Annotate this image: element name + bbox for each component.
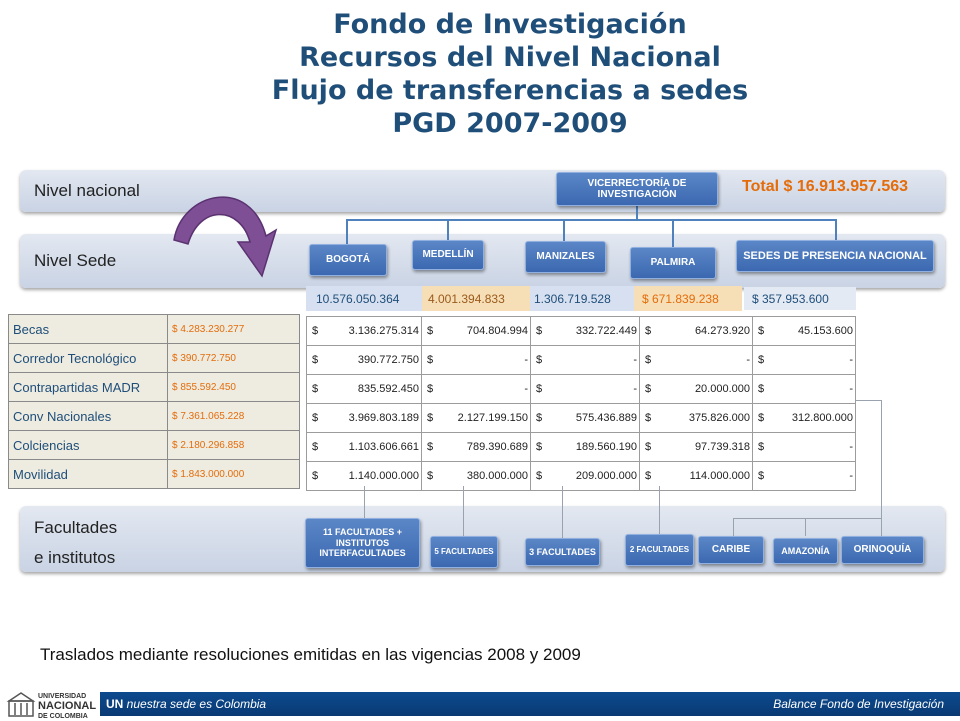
cell-value: 1.140.000.000: [348, 470, 419, 482]
table-cell: [531, 404, 640, 433]
currency-sign: $: [427, 470, 434, 482]
currency-sign: $: [312, 325, 319, 337]
cell-value: 97.739.318: [694, 441, 750, 453]
footer-slogan: [106, 697, 266, 711]
cell-value: 575.436.889: [575, 412, 637, 424]
currency-sign: $: [758, 354, 765, 366]
footer-slogan-un: UN: [106, 697, 124, 711]
currency-sign: $: [536, 383, 543, 395]
currency-sign: $: [312, 383, 319, 395]
table-cell: [531, 375, 640, 404]
footer-slogan-text: nuestra sede es Colombia: [123, 697, 267, 711]
connector-manizales: [563, 219, 565, 243]
distribution-table: [306, 316, 856, 491]
currency-sign: $: [536, 325, 543, 337]
currency-sign: $: [758, 412, 765, 424]
sede-total-medellin: 4.001.394.833: [422, 286, 530, 311]
cell-value: -: [849, 383, 853, 395]
connector-palmira: [672, 219, 674, 247]
table-row: [9, 431, 300, 460]
currency-sign: $: [312, 412, 319, 424]
table-row: [9, 315, 300, 344]
table-row: [307, 375, 856, 404]
currency-sign: $: [536, 354, 543, 366]
cell-value: 114.000.000: [689, 470, 750, 482]
cell-value: 3.136.275.314: [348, 325, 419, 337]
concept-name: Contrapartidas MADR: [9, 373, 168, 402]
faculty-palmira-box: 2 FACULTADES: [625, 534, 694, 566]
table-cell: [422, 375, 531, 404]
cell-value: -: [746, 354, 750, 366]
footer: [0, 690, 960, 720]
title-line-4: PGD 2007-2009: [392, 108, 628, 139]
concept-name: Colciencias: [9, 431, 168, 460]
connector-horizontal: [346, 219, 836, 221]
table-cell: [753, 375, 856, 404]
currency-sign: $: [758, 325, 765, 337]
connector-fac-amazonia-v: [805, 518, 806, 536]
connector-medellin: [447, 219, 449, 241]
table-cell: [753, 433, 856, 462]
table-row: [9, 460, 300, 489]
sede-total-palmira: $ 671.839.238: [634, 286, 742, 311]
table-cell: [640, 462, 753, 491]
table-cell: [307, 346, 422, 375]
concept-amount: $ 7.361.065.228: [168, 402, 300, 431]
concept-amount: $ 4.283.230.277: [168, 315, 300, 344]
table-row: [307, 404, 856, 433]
footer-right-text: Balance Fondo de Investigación: [773, 697, 944, 711]
cell-value: 704.804.994: [466, 325, 528, 337]
currency-sign: $: [536, 441, 543, 453]
concept-amount: $ 1.843.000.000: [168, 460, 300, 489]
sede-total-presencia: $ 357.953.600: [744, 287, 856, 310]
table-cell: [640, 375, 753, 404]
sede-medellin-box: MEDELLÍN: [412, 240, 484, 270]
cell-value: 375.826.000: [688, 412, 750, 424]
logo-line-1: UNIVERSIDAD: [38, 693, 87, 700]
label-facultades-line1: Facultades: [34, 518, 118, 537]
table-cell: [531, 317, 640, 346]
label-nivel-sede: Nivel Sede: [34, 251, 117, 270]
title-line-3: Flujo de transferencias a sedes: [271, 75, 749, 106]
total-amount: Total $ 16.913.957.563: [742, 178, 909, 195]
currency-sign: $: [758, 470, 765, 482]
table-cell: [422, 404, 531, 433]
cell-value: -: [524, 383, 528, 395]
faculty-orinoquia-box: ORINOQUÍA: [841, 536, 924, 564]
concepts-table: [8, 314, 300, 489]
connector-fac-medellin: [463, 486, 464, 536]
cell-value: 380.000.000: [466, 470, 528, 482]
table-row: [307, 433, 856, 462]
currency-sign: $: [758, 441, 765, 453]
cell-value: 64.273.920: [694, 325, 750, 337]
footnote-text: Traslados mediante resoluciones emitidas en las vigencias 2008 y 2009: [40, 645, 581, 664]
table-cell: [307, 375, 422, 404]
cell-value: 45.153.600: [797, 325, 853, 337]
currency-sign: $: [312, 441, 319, 453]
connector-fac-bogota: [364, 486, 365, 518]
currency-sign: $: [427, 441, 434, 453]
table-cell: [307, 404, 422, 433]
sede-total-bogota: 10.576.050.364: [306, 286, 422, 311]
university-logo: [4, 690, 100, 720]
faculty-amazonia-box: AMAZONÍA: [773, 538, 838, 564]
table-cell: [753, 462, 856, 491]
cell-value: 3.969.803.189: [348, 412, 419, 424]
vicerrectoria-box: VICERRECTORÍA DE INVESTIGACIÓN: [556, 172, 718, 206]
connector-bogota: [346, 219, 348, 245]
table-row: [307, 317, 856, 346]
table-cell: [640, 404, 753, 433]
table-row: [307, 346, 856, 375]
cell-value: 2.127.199.150: [457, 412, 528, 424]
faculty-manizales-box: 3 FACULTADES: [525, 538, 600, 566]
connector-fac-caribe-v: [733, 518, 734, 536]
table-cell: [307, 433, 422, 462]
cell-value: 789.390.689: [466, 441, 528, 453]
footer-bar: [100, 692, 960, 716]
concept-name: Corredor Tecnológico: [9, 344, 168, 373]
curved-arrow-icon: [160, 180, 300, 290]
label-nivel-nacional: Nivel nacional: [34, 181, 140, 200]
table-cell: [307, 317, 422, 346]
faculty-medellin-box: 5 FACULTADES: [430, 536, 498, 568]
university-crest-icon: [6, 691, 36, 719]
table-row: [9, 373, 300, 402]
connector-fac-presencia-v: [881, 400, 882, 538]
currency-sign: $: [427, 412, 434, 424]
table-cell: [422, 462, 531, 491]
slide-title: [0, 8, 960, 140]
currency-sign: $: [645, 383, 652, 395]
logo-line-3: DE COLOMBIA: [38, 713, 88, 720]
currency-sign: $: [536, 470, 543, 482]
currency-sign: $: [645, 325, 652, 337]
logo-text: [38, 692, 96, 721]
cell-value: 209.000.000: [575, 470, 637, 482]
logo-line-2: NACIONAL: [38, 700, 97, 712]
currency-sign: $: [427, 383, 434, 395]
concept-name: Movilidad: [9, 460, 168, 489]
table-cell: [422, 317, 531, 346]
concept-amount: $ 390.772.750: [168, 344, 300, 373]
table-cell: [640, 433, 753, 462]
table-cell: [640, 346, 753, 375]
cell-value: 312.800.000: [791, 412, 853, 424]
label-facultades: [34, 513, 117, 573]
currency-sign: $: [645, 354, 652, 366]
title-line-2: Recursos del Nivel Nacional: [299, 42, 721, 73]
currency-sign: $: [758, 383, 765, 395]
table-row: [9, 402, 300, 431]
connector-presencia: [835, 219, 837, 240]
concept-amount: $ 855.592.450: [168, 373, 300, 402]
cell-value: -: [633, 354, 637, 366]
table-cell: [422, 433, 531, 462]
table-cell: [531, 346, 640, 375]
table-row: [9, 344, 300, 373]
table-cell: [753, 346, 856, 375]
cell-value: -: [524, 354, 528, 366]
cell-value: 835.592.450: [357, 383, 419, 395]
sede-palmira-box: PALMIRA: [630, 247, 716, 279]
cell-value: 1.103.606.661: [348, 441, 419, 453]
currency-sign: $: [536, 412, 543, 424]
sede-presencia-box: SEDES DE PRESENCIA NACIONAL: [736, 240, 934, 272]
connector-fac-manizales: [562, 486, 563, 538]
concept-name: Conv Nacionales: [9, 402, 168, 431]
table-cell: [422, 346, 531, 375]
currency-sign: $: [312, 354, 319, 366]
cell-value: -: [849, 441, 853, 453]
sede-manizales-box: MANIZALES: [525, 241, 606, 273]
concept-name: Becas: [9, 315, 168, 344]
table-row: [307, 462, 856, 491]
connector-fac-presencia-h: [856, 400, 882, 401]
connector-top-vertical: [636, 204, 638, 220]
cell-value: 189.560.190: [575, 441, 637, 453]
table-cell: [753, 317, 856, 346]
table-cell: [531, 433, 640, 462]
currency-sign: $: [645, 441, 652, 453]
faculty-caribe-box: CARIBE: [698, 536, 764, 564]
title-line-1: Fondo de Investigación: [333, 9, 687, 40]
currency-sign: $: [427, 354, 434, 366]
cell-value: 332.722.449: [575, 325, 637, 337]
label-facultades-line2: e institutos: [34, 548, 116, 567]
concept-amount: $ 2.180.296.858: [168, 431, 300, 460]
table-cell: [640, 317, 753, 346]
sede-total-manizales: 1.306.719.528: [530, 286, 634, 311]
cell-value: -: [849, 354, 853, 366]
currency-sign: $: [645, 412, 652, 424]
connector-fac-palmira: [659, 486, 660, 534]
cell-value: -: [849, 470, 853, 482]
currency-sign: $: [427, 325, 434, 337]
table-cell: [753, 404, 856, 433]
cell-value: 20.000.000: [694, 383, 750, 395]
connector-fac-caribe-h: [733, 518, 881, 519]
cell-value: -: [633, 383, 637, 395]
cell-value: 390.772.750: [357, 354, 419, 366]
faculty-bogota-box: 11 FACULTADES + INSTITUTOS INTERFACULTADES: [305, 518, 420, 568]
table-cell: [531, 462, 640, 491]
sede-bogota-box: BOGOTÁ: [309, 244, 387, 276]
currency-sign: $: [312, 470, 319, 482]
currency-sign: $: [645, 470, 652, 482]
